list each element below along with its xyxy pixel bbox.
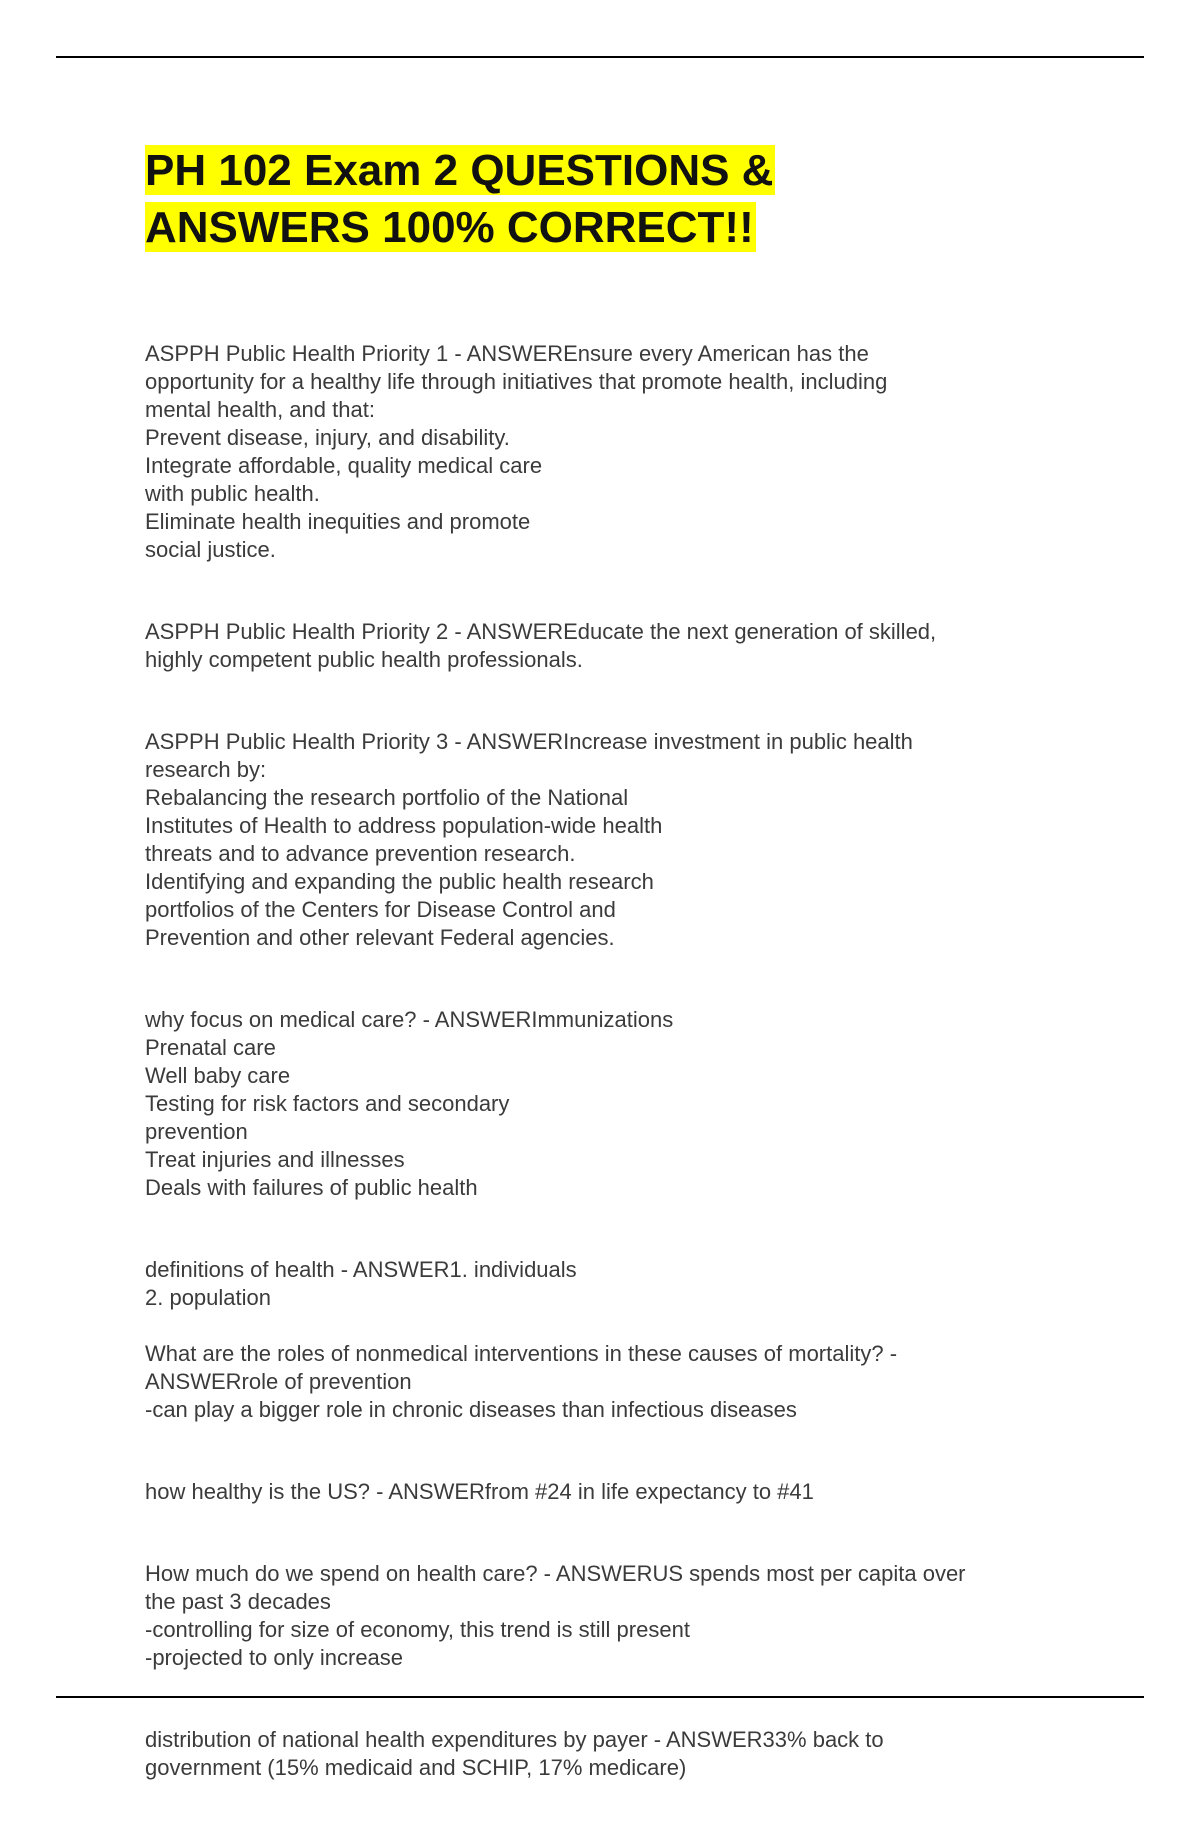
qa-entry: definitions of health - ANSWER1. individuals 2. population <box>145 1257 577 1310</box>
qa-entry: distribution of national health expenditures by payer - ANSWER33% back to government (15% medicaid and SCHIP, 17% medicare) <box>145 1727 884 1780</box>
qa-entry: how healthy is the US? - ANSWERfrom #24 in life expectancy to #41 <box>145 1479 814 1504</box>
bottom-rule <box>56 1696 1144 1698</box>
qa-list <box>145 312 1085 1836</box>
title-line-2: ANSWERS 100% CORRECT!! <box>145 203 754 252</box>
qa-entry: why focus on medical care? - ANSWERImmunizations Prenatal care Well baby care Testing for risk factors and secondary prevention Treat injuries and illnesses Deals with failures of public health <box>145 1007 674 1200</box>
top-rule <box>56 56 1144 58</box>
qa-entry: What are the roles of nonmedical interventions in these causes of mortality? - ANSWERrole of prevention -can play a bigger role in chronic diseases than infectious diseases <box>145 1341 898 1422</box>
qa-entry: ASPPH Public Health Priority 2 - ANSWEREducate the next generation of skilled, highly competent public health professionals. <box>145 619 937 672</box>
qa-entry: ASPPH Public Health Priority 3 - ANSWERIncrease investment in public health research by: Rebalancing the research portfolio of the National Institutes of Health to address population-wide health threats and to advance prevention research. Identifying and expanding the public health research portfolios of the Centers for Disease Control and Prevention and other relevant Federal agencies. <box>145 729 913 950</box>
qa-entry: How much do we spend on health care? - ANSWERUS spends most per capita over the past 3 decades -controlling for size of economy, this trend is still present -projected to only increase <box>145 1561 966 1670</box>
page-title <box>145 142 905 256</box>
qa-entry: ASPPH Public Health Priority 1 - ANSWEREnsure every American has the opportunity for a healthy life through initiatives that promote health, including mental health, and that: Prevent disease, injury, and disability. Integrate affordable, quality medical care with public health. Eliminate health inequities and promote social justice. <box>145 341 888 562</box>
title-line-1: PH 102 Exam 2 QUESTIONS & <box>145 146 774 195</box>
